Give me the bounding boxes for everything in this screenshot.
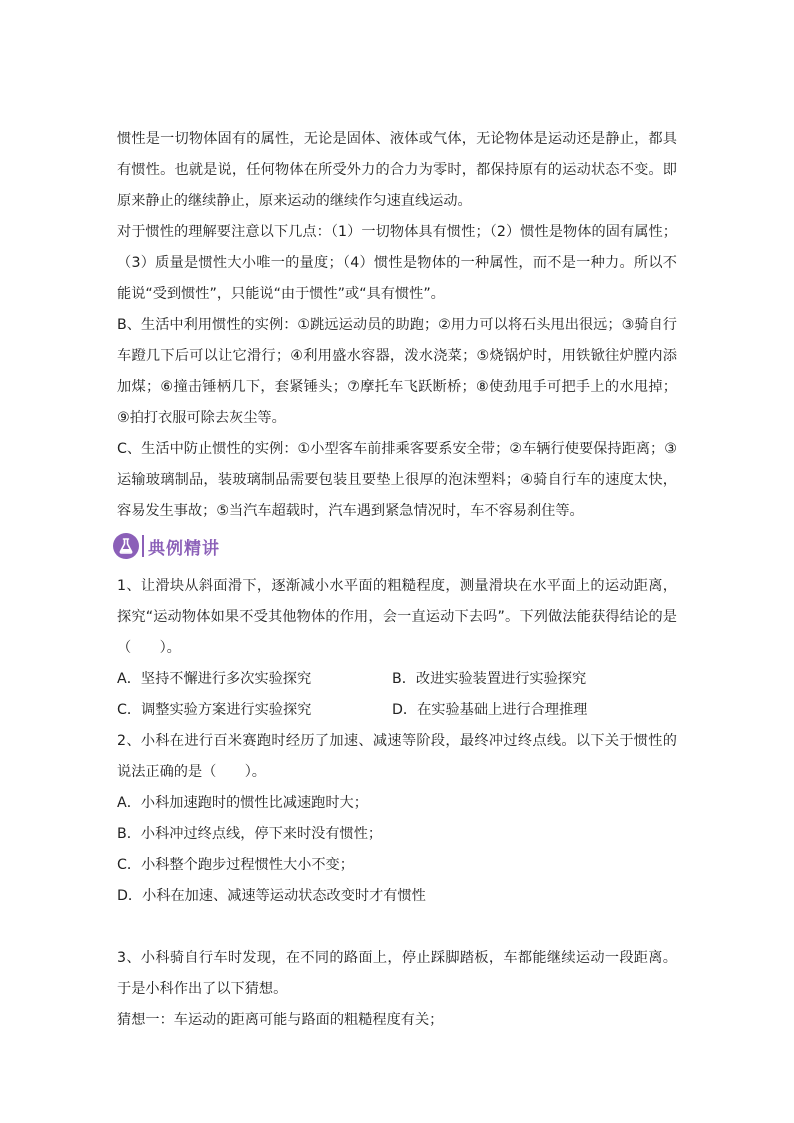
question-2-option-c: C．小科整个跑步过程惯性大小不变； xyxy=(117,857,354,873)
paragraph-using-inertia: B、生活中利用惯性的实例：①跳远运动员的助跑；②用力可以将石头甩出很远；③骑自行车蹬几下后可以让它滑行；④利用盛水容器，泼水浇菜；⑤烧锅炉时，用铁锨往炉膛内添加煤；⑥撞击锤柄几下，套紧锤头；⑦摩托车飞跃断桥；⑧使劲甩手可把手上的水甩掉；⑨拍打衣服可除去灰尘等。 xyxy=(117,317,677,426)
question-1-stem: 1、让滑块从斜面滑下，逐渐减小水平面的粗糙程度，测量滑块在水平面上的运动距离，探究“运动物体如果不受其他物体的作用，会一直运动下去吗”。下列做法能获得结论的是（ ）。 xyxy=(117,578,677,656)
paragraph-inertia-notes: 对于惯性的理解要注意以下几点：（1）一切物体具有惯性；（2）惯性是物体的固有属性；（3）质量是惯性大小唯一的量度；（4）惯性是物体的一种属性，而不是一种力。所以不能说“受到惯性”，只能说“由于惯性”或“具有惯性”。 xyxy=(117,224,677,302)
heading-divider xyxy=(142,535,144,557)
question-2-option-b: B．小科冲过终点线，停下来时没有惯性； xyxy=(117,826,383,842)
question-1-options-row-1 xyxy=(117,664,677,695)
question-1-option-b: B．改进实验装置进行实验探究 xyxy=(392,671,587,687)
question-2-option-d: D．小科在加速、减速等运动状态改变时才有惯性 xyxy=(117,888,426,904)
flask-icon xyxy=(113,533,139,559)
document-page xyxy=(117,124,677,1036)
section-heading xyxy=(113,529,677,563)
section-title: 典例精讲 xyxy=(148,538,220,559)
paragraph-preventing-inertia: C、生活中防止惯性的实例：①小型客车前排乘客要系安全带；②车辆行使要保持距离；③运输玻璃制品，装玻璃制品需要包装且要垫上很厚的泡沫塑料；④骑自行车的速度太快，容易发生事故；⑤当汽车超载时，汽车遇到紧急情况时，车不容易刹住等。 xyxy=(117,441,677,519)
question-3-guess-1: 猜想一：车运动的距离可能与路面的粗糙程度有关； xyxy=(117,1012,444,1028)
question-1-options-row-2 xyxy=(117,695,677,726)
question-1-option-d: D．在实验基础上进行合理推理 xyxy=(392,702,588,718)
paragraph-inertia-definition: 惯性是一切物体固有的属性，无论是固体、液体或气体，无论物体是运动还是静止，都具有惯性。也就是说，任何物体在所受外力的合力为零时，都保持原有的运动状态不变。即原来静止的继续静止，原来运动的继续作匀速直线运动。 xyxy=(117,131,677,209)
question-1-option-a: A．坚持不懈进行多次实验探究 xyxy=(117,671,312,687)
spacer xyxy=(117,912,677,943)
question-2-option-a: A．小科加速跑时的惯性比减速跑时大； xyxy=(117,795,368,811)
question-3-stem: 3、小科骑自行车时发现，在不同的路面上，停止踩脚踏板，车都能继续运动一段距离。于是小科作出了以下猜想。 xyxy=(117,950,677,997)
question-2-stem: 2、小科在进行百米赛跑时经历了加速、减速等阶段，最终冲过终点线。以下关于惯性的说法正确的是（ ）。 xyxy=(117,733,677,780)
question-1-option-c: C．调整实验方案进行实验探究 xyxy=(117,702,312,718)
